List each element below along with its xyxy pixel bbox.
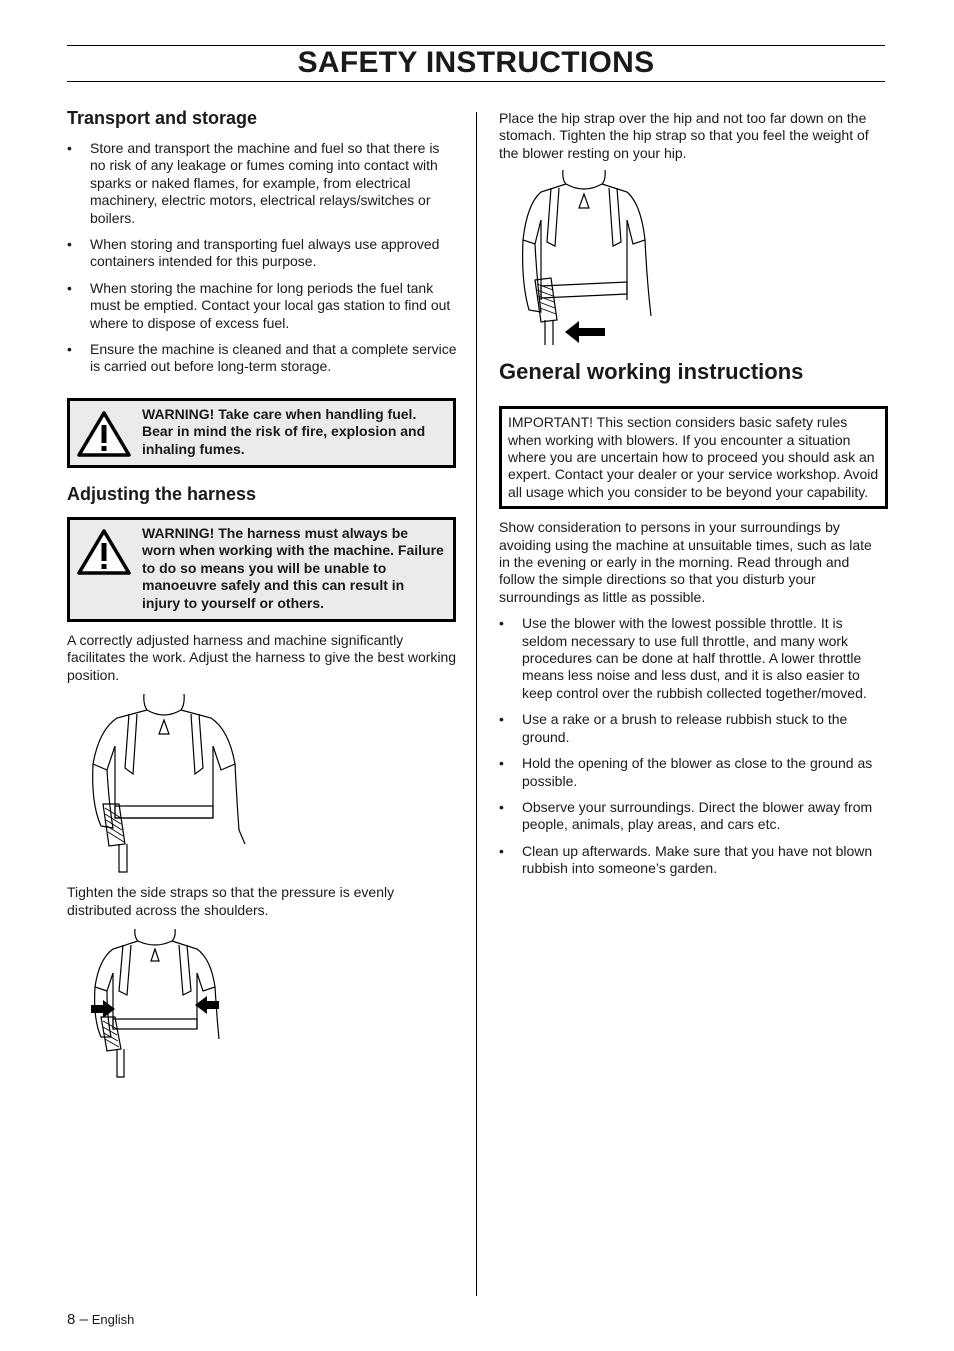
list-item: • Use the blower with the lowest possible throttle. It is seldom necessary to use full throttle, and many work procedures can be done at half throttle. A lower throttle means less noise and less dust, and it is also easier to keep control over the rubbish collected together/moved. (499, 615, 867, 701)
page-number: 8 – (67, 1311, 88, 1328)
left-column (67, 107, 457, 1079)
list-item: • Use a rake or a brush to release rubbish stuck to the ground. (499, 711, 848, 745)
general-bullet-list (499, 615, 885, 877)
list-item: • When storing the machine for long periods the fuel tank must be emptied. Contact your local gas station to find out where to dispose of excess fuel. (67, 279, 451, 331)
list-item: • Observe your surroundings. Direct the blower away from people, animals, play areas, and cars etc. (499, 798, 873, 833)
harness-para-1: A correctly adjusted harness and machine significantly facilitates the work. Adjust the harness to give the best working position. (67, 631, 457, 683)
list-item: • Hold the opening of the blower as close to the ground as possible. (499, 755, 873, 789)
header-rule-bottom (67, 81, 885, 82)
hip-strap-illustration (519, 170, 659, 345)
side-straps-illustration (89, 929, 239, 1079)
page-footer (67, 1311, 134, 1328)
harness-heading: Adjusting the harness (67, 483, 257, 504)
harness-warning-box (67, 517, 456, 622)
fuel-warning-box (67, 398, 456, 468)
harness-warning-text: WARNING! The harness must always be worn when working with the machine. Failure to do so means you will be unable to manoeuvre safely and this can result in injury to yourself or others. (142, 524, 444, 611)
list-item: • Clean up afterwards. Make sure that you have not blown rubbish into someone’s garden. (499, 842, 873, 877)
important-box (499, 406, 888, 509)
important-text: IMPORTANT! This section considers basic safety rules when working with blowers. If you encounter a situation where you are uncertain how to proceed you should ask an expert. Contact your dealer or your service workshop. Avoid all usage which you consider to be beyond your capability. (508, 414, 879, 500)
warning-triangle-icon (70, 520, 138, 576)
list-item: • When storing and transporting fuel always use approved containers intended for this purpose. (67, 236, 440, 270)
transport-bullet-list (67, 140, 457, 376)
list-item: • Store and transport the machine and fuel so that there is no risk of any leakage or fumes coming into contact with sparks or naked flames, for example, from electrical machinery, electric motors, electrical relays/switches or boilers. (67, 140, 440, 226)
harness-illustration (89, 694, 249, 874)
right-column (499, 110, 885, 878)
harness-para-2: Tighten the side straps so that the pressure is evenly distributed across the shoulders. (67, 884, 395, 918)
general-heading: General working instructions (499, 359, 804, 385)
fuel-warning-text: WARNING! Take care when handling fuel. Bear in mind the risk of fire, explosion and inhaling fumes. (142, 405, 426, 457)
list-item: • Ensure the machine is cleaned and that a complete service is carried out before long-term storage. (67, 341, 457, 375)
footer-language: English (91, 1312, 135, 1327)
warning-triangle-icon (70, 401, 138, 458)
hip-strap-paragraph: Place the hip strap over the hip and not too far down on the stomach. Tighten the hip strap so that you feel the weight of the blower resting on your hip. (499, 110, 869, 161)
general-intro: Show consideration to persons in your surroundings by avoiding using the machine at unsuitable times, such as late in the evening or early in the morning. Read through and follow the simple directions so that you disturb your surroundings as little as possible. (499, 519, 872, 605)
page-title: SAFETY INSTRUCTIONS (297, 46, 655, 79)
transport-heading: Transport and storage (67, 108, 258, 128)
column-divider (476, 112, 477, 1296)
